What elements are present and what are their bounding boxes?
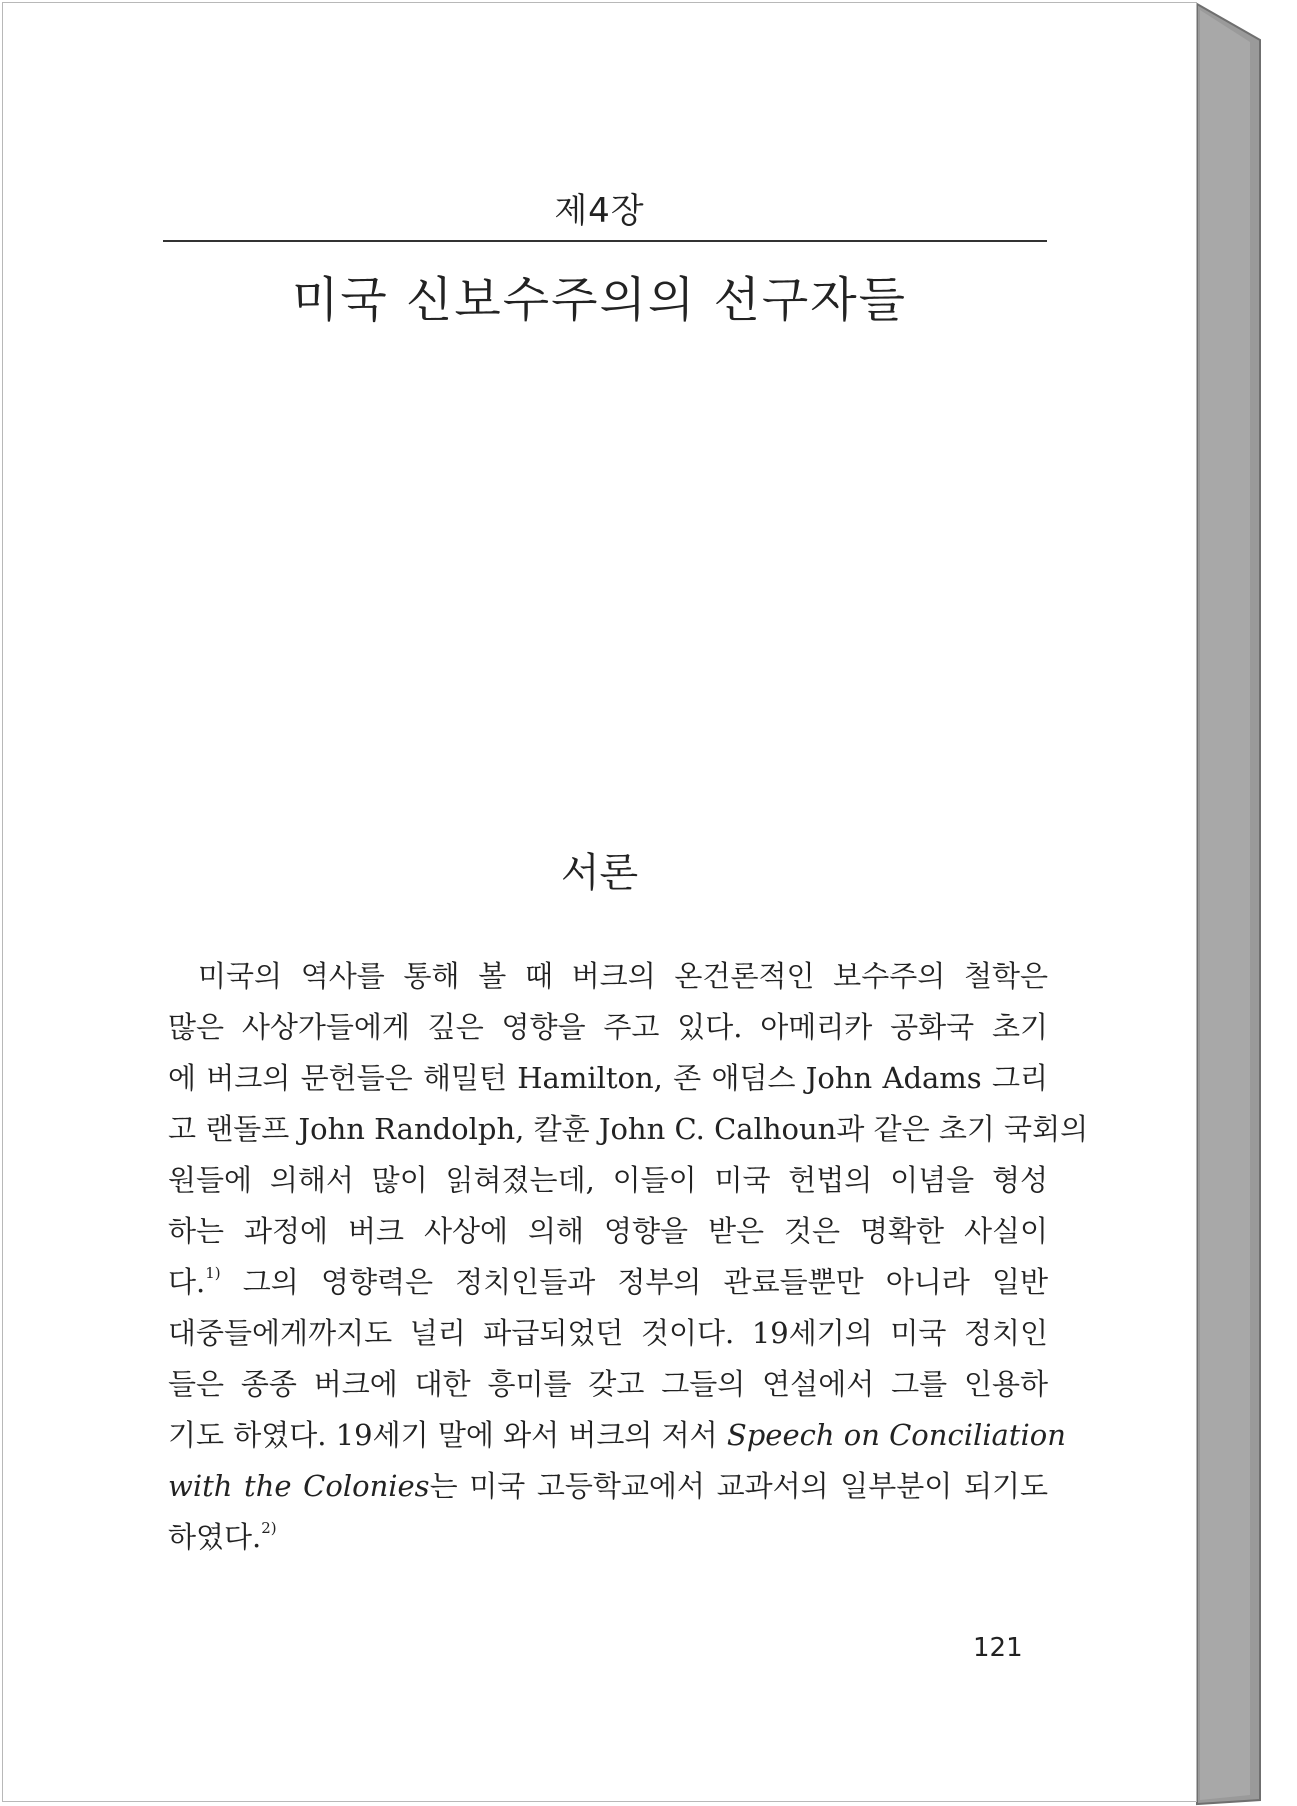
paragraph-line: 대중들에게까지도 널리 파급되었던 것이다. 19세기의 미국 정치인 [168,1316,1048,1350]
chapter-divider [163,240,1047,242]
paragraph-line: 들은 종종 버크에 대한 흥미를 갖고 그들의 연설에서 그를 인용하 [168,1367,1048,1401]
line-text: 기도 하였다. 19세기 말에 와서 버크의 저서 [168,1418,727,1452]
paragraph-line [168,1461,1048,1512]
paragraph-line: 많은 사상가들에게 깊은 영향을 주고 있다. 아메리카 공화국 초기 [168,1010,1048,1044]
paragraph-line [168,1410,1066,1461]
line-text: 하였다. [168,1520,262,1554]
paragraph-line: 원들에 의해서 많이 읽혀졌는데, 이들이 미국 헌법의 이념을 형성 [168,1163,1048,1197]
chapter-label: 제4장 [554,191,645,231]
section-heading: 서론 [560,850,639,896]
footnote-marker[interactable]: 2) [261,1519,277,1537]
paragraph-line: 고 랜돌프 John Randolph, 칼훈 John C. Calhoun과 같은 초기 국회의 [168,1112,1089,1146]
chapter-title: 미국 신보수주의의 선구자들 [292,272,907,328]
paragraph-line: 에 버크의 문헌들은 해밀턴 Hamilton, 존 애덤스 John Adams 그리 [168,1061,1048,1095]
footnote-marker[interactable]: 1) [205,1264,221,1282]
paragraph-line: 미국의 역사를 통해 볼 때 버크의 온건론적인 보수주의 철학은 [198,959,1048,993]
book-page [2,2,1197,1802]
line-text: 다. [168,1265,206,1299]
line-text: 그의 영향력은 정치인들과 정부의 관료들뿐만 아니라 일반 [220,1265,1048,1299]
book-title-italic: Speech on Conciliation [726,1418,1066,1452]
book-title-italic: with the Colonies [168,1469,430,1503]
body-paragraph [168,951,1089,1563]
page-number: 121 [973,1633,1023,1663]
paragraph-line [168,1257,1048,1308]
paragraph-line: 하는 과정에 버크 사상에 의해 영향을 받은 것은 명확한 사실이 [168,1214,1048,1248]
paragraph-line [168,1512,1048,1563]
book-side-highlight [1200,10,1250,1800]
line-text: 는 미국 고등학교에서 교과서의 일부분이 되기도 [429,1469,1048,1503]
